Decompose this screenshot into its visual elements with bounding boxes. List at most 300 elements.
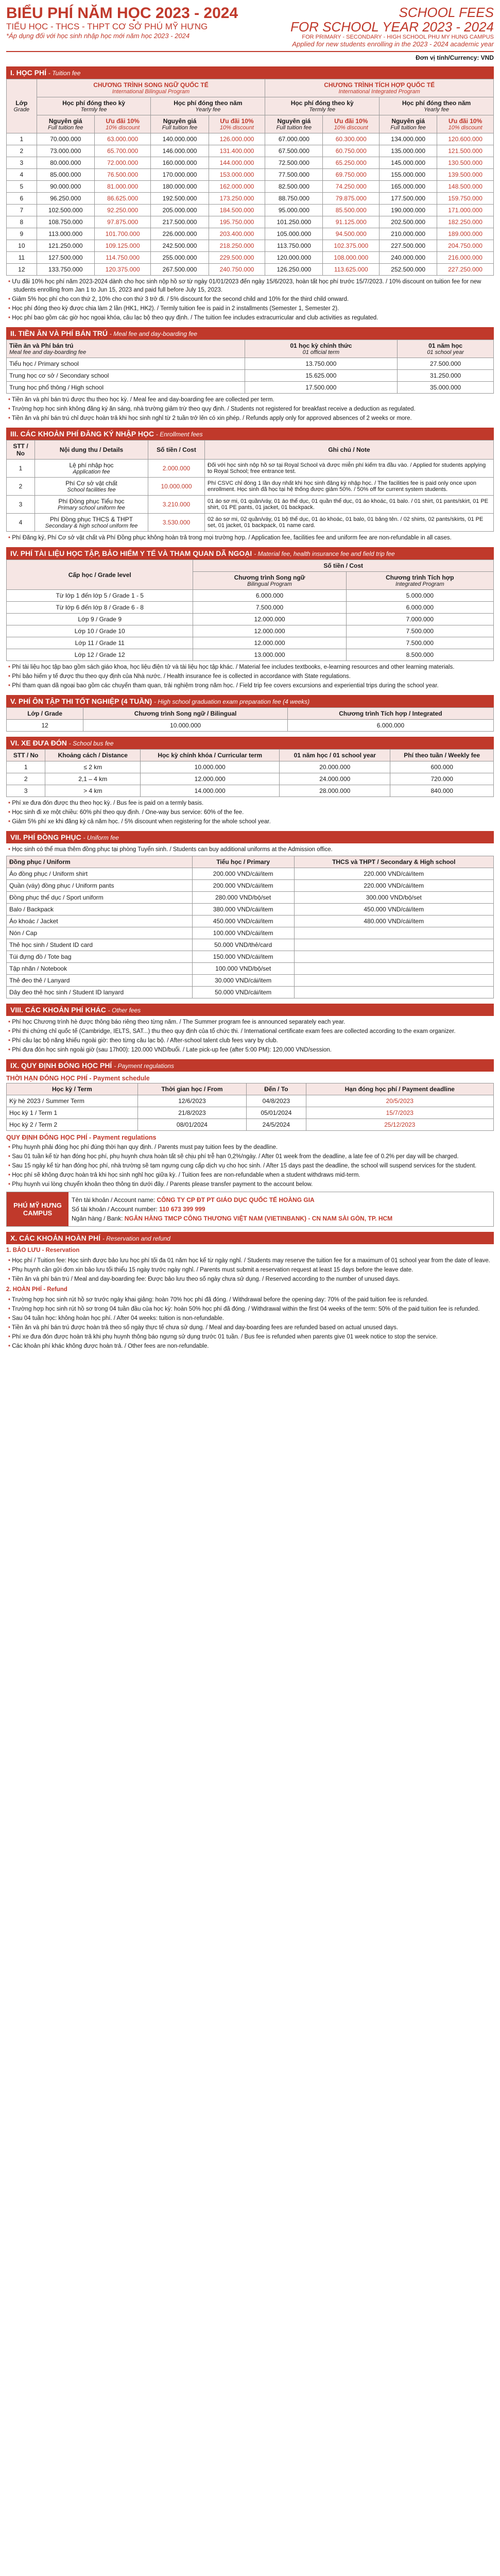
- section-5-title-en: - High school graduation exam preparation fee (4 weeks): [154, 698, 310, 705]
- int-term-fee-header: Học phí đóng theo kỳ Termly fee: [265, 97, 380, 115]
- uni-col-pri: Tiểu học / Primary: [192, 856, 294, 868]
- uniform-item: Áo khoác / Jacket: [7, 916, 193, 927]
- int-term-disc: 65.250.000: [323, 157, 380, 169]
- bil-year-disc: 131.400.000: [209, 145, 265, 157]
- discount-header: Ưu đãi 10% 10% discount: [94, 115, 151, 133]
- bus-no: 1: [7, 761, 45, 773]
- bil-year-disc: 126.000.000: [209, 133, 265, 145]
- int-term-full: 67.000.000: [265, 133, 323, 145]
- note-item: • Phí bảo hiểm y tế được thu theo quy định của Nhà nước. / Health insurance fee is collected in accordance with State regulations.: [8, 672, 494, 681]
- bus-col-year: 01 năm học / 01 school year: [280, 750, 390, 761]
- int-term-full: 77.500.000: [265, 169, 323, 181]
- bil-year-disc: 203.400.000: [209, 228, 265, 240]
- mat-grade: Lớp 10 / Grade 10: [7, 625, 193, 637]
- bus-no: 3: [7, 785, 45, 797]
- enr-item-en: Application fee: [73, 469, 110, 475]
- discount-header: Ưu đãi 10% 10% discount: [437, 115, 494, 133]
- uniform-primary-price: 100.000 VND/cái/item: [192, 927, 294, 939]
- enr-item-vi: Phí Cơ sở vật chất: [65, 480, 117, 487]
- bank-name-label: Ngân hàng / Bank:: [72, 1215, 123, 1222]
- int-year-full: 240.000.000: [380, 252, 437, 264]
- grade-cell: 3: [7, 157, 37, 169]
- uniform-item: Thẻ đeo thẻ / Lanyard: [7, 975, 193, 987]
- bus-col-week: Phí theo tuần / Weekly fee: [390, 750, 494, 761]
- int-year-disc: 182.250.000: [437, 216, 494, 228]
- bil-term-disc: 72.000.000: [94, 157, 151, 169]
- bil-term-full: 80.000.000: [37, 157, 94, 169]
- section-10-title: [6, 1232, 494, 1244]
- bil-year-disc: 218.250.000: [209, 240, 265, 252]
- bus-year-fee: 28.000.000: [280, 785, 390, 797]
- bil-year-full: 267.500.000: [151, 264, 209, 276]
- sched-due: 20/5/2023: [306, 1095, 493, 1107]
- bil-term-full: 96.250.000: [37, 193, 94, 205]
- material-fee-table: [6, 560, 494, 661]
- enr-item-vi: Phí Đồng phục Tiểu học: [58, 498, 125, 505]
- account-number-label: Số tài khoản / Account number:: [72, 1206, 158, 1213]
- note-en: Applied for new students enrolling in the 2023 - 2024 academic year: [292, 40, 494, 48]
- table-row: [7, 951, 494, 963]
- table-row: [7, 637, 494, 649]
- int-term-full: 82.500.000: [265, 181, 323, 193]
- currency-unit: Đơn vị tính/Currency: VND: [416, 54, 494, 61]
- int-term-disc: 94.500.000: [323, 228, 380, 240]
- exam-col-int: Chương trình Tích hợp / Integrated: [287, 708, 493, 720]
- mat-col-grade: Cấp học / Grade level: [7, 560, 193, 590]
- int-year-disc: 120.600.000: [437, 133, 494, 145]
- uniform-secondary-price: [294, 927, 494, 939]
- enr-item-en: School facilities fee: [67, 487, 116, 493]
- sched-col-end: Đến / To: [247, 1083, 306, 1095]
- int-term-disc: 108.000.000: [323, 252, 380, 264]
- discount-header: Ưu đãi 10% 10% discount: [209, 115, 265, 133]
- enr-item-en: Primary school uniform fee: [58, 505, 125, 511]
- table-row: [7, 496, 494, 514]
- meal-level: Trung học cơ sở / Secondary school: [7, 370, 245, 382]
- bil-year-full: 160.000.000: [151, 157, 209, 169]
- table-row: [7, 773, 494, 785]
- table-row: [7, 720, 494, 732]
- uniform-primary-price: 450.000 VND/cái/item: [192, 916, 294, 927]
- int-year-disc: 227.250.000: [437, 264, 494, 276]
- table-row: [7, 1119, 494, 1131]
- table-row: [7, 264, 494, 276]
- table-row: [7, 892, 494, 904]
- mat-bil-fee: 12.000.000: [193, 614, 346, 625]
- bil-term-full: 90.000.000: [37, 181, 94, 193]
- bil-year-full: 205.000.000: [151, 205, 209, 216]
- bus-col-dist: Khoảng cách / Distance: [45, 750, 141, 761]
- int-year-disc: 189.000.000: [437, 228, 494, 240]
- meal-year-fee: 27.500.000: [398, 358, 494, 370]
- section-3-title-vi: III. CÁC KHOẢN PHÍ ĐĂNG KÝ NHẬP HỌC: [10, 430, 154, 438]
- enr-amount: 10.000.000: [148, 478, 205, 496]
- mat-grade: Lớp 11 / Grade 11: [7, 637, 193, 649]
- title-en-2: FOR SCHOOL YEAR 2023 - 2024: [290, 19, 494, 35]
- meal-col-year: 01 năm học 01 school year: [398, 340, 494, 358]
- int-term-full: 105.000.000: [265, 228, 323, 240]
- table-row: [7, 880, 494, 892]
- enr-no: 3: [7, 496, 35, 514]
- sched-term: Học kỳ 2 / Term 2: [7, 1119, 138, 1131]
- sched-col-term: Học kỳ / Term: [7, 1083, 138, 1095]
- uniform-secondary-price: [294, 975, 494, 987]
- bus-term-fee: 14.000.000: [141, 785, 280, 797]
- grade-cell: 4: [7, 169, 37, 181]
- bil-year-full: 226.000.000: [151, 228, 209, 240]
- enr-note: 01 áo sơ mi, 01 quần/váy, 01 áo thể dục, 01 quần thể dục, 01 áo khoác, 01 balo. / 01 shirt, 01 pants/skirt, 01 PE shirt, 01 PE pants, 01 jacket, 01 backpack.: [205, 496, 494, 514]
- table-row: [7, 602, 494, 614]
- bus-year-fee: 24.000.000: [280, 773, 390, 785]
- bil-year-disc: 229.500.000: [209, 252, 265, 264]
- bil-term-disc: 63.000.000: [94, 133, 151, 145]
- bil-year-full: 140.000.000: [151, 133, 209, 145]
- payment-regulations: [6, 1143, 494, 1189]
- bil-year-fee-header: Học phí đóng theo năm Yearly fee: [151, 97, 265, 115]
- sched-end: 05/01/2024: [247, 1107, 306, 1119]
- bil-term-disc: 65.700.000: [94, 145, 151, 157]
- table-row: [7, 252, 494, 264]
- uniform-secondary-price: [294, 963, 494, 975]
- int-year-disc: 130.500.000: [437, 157, 494, 169]
- int-term-disc: 74.250.000: [323, 181, 380, 193]
- meal-term-fee: 13.750.000: [245, 358, 398, 370]
- sched-end: 04/8/2023: [247, 1095, 306, 1107]
- tuition-notes: [6, 278, 494, 322]
- section-5-title-vi: V. PHÍ ÔN TẬP THI TỐT NGHIỆP (4 TUẦN): [10, 697, 152, 705]
- uniform-intro: [6, 845, 494, 854]
- section-7-title: [6, 831, 494, 843]
- bus-distance: > 4 km: [45, 785, 141, 797]
- subtitle-vi: TIỂU HỌC - THCS - THPT CƠ SỞ PHÚ MỸ HƯNG: [6, 22, 208, 31]
- meal-year-fee: 35.000.000: [398, 382, 494, 394]
- int-term-full: 126.250.000: [265, 264, 323, 276]
- bil-year-full: 192.500.000: [151, 193, 209, 205]
- account-name[interactable]: CÔNG TY CP ĐT PT GIÁO DỤC QUỐC TẾ HOÀNG GIA: [157, 1196, 315, 1204]
- subtitle-en: FOR PRIMARY - SECONDARY - HIGH SCHOOL PHU MY HUNG CAMPUS: [302, 34, 494, 40]
- note-item: • Phí xe đưa đón được thu theo học kỳ. / Bus fee is paid on a termly basis.: [8, 799, 494, 807]
- refund-line: • Sau 04 tuần học: không hoàn học phí. / After 04 weeks: tuition is non-refundable.: [8, 1314, 494, 1323]
- bil-year-full: 146.000.000: [151, 145, 209, 157]
- mat-bil-fee: 6.000.000: [193, 590, 346, 602]
- int-year-disc: 216.000.000: [437, 252, 494, 264]
- title-en-1: SCHOOL FEES: [399, 5, 494, 20]
- grade-cell: 11: [7, 252, 37, 264]
- section-3-title: [6, 428, 494, 440]
- account-number[interactable]: 110 673 399 999: [159, 1206, 205, 1213]
- section-8-title-vi: VIII. CÁC KHOẢN PHÍ KHÁC: [10, 1006, 106, 1014]
- table-row: [7, 649, 494, 661]
- note-item: • Tiền ăn và phí bán trú chỉ được hoàn trả khi học sinh nghỉ từ 2 tuần trở lên có xin phép. / Refunds apply only for approved absences of 2 weeks or more.: [8, 414, 494, 422]
- schedule-title: THỜI HẠN ĐÓNG HỌC PHÍ - Payment schedule: [6, 1075, 150, 1082]
- uniform-secondary-price: 300.000 VND/bộ/set: [294, 892, 494, 904]
- bil-term-disc: 114.750.000: [94, 252, 151, 264]
- uniform-primary-price: 280.000 VND/bộ/set: [192, 892, 294, 904]
- table-row: [7, 216, 494, 228]
- section-5-title: [6, 695, 494, 707]
- table-row: [7, 240, 494, 252]
- enr-amount: 2.000.000: [148, 460, 205, 478]
- section-7-title-vi: VII. PHÍ ĐỒNG PHỤC: [10, 833, 81, 841]
- col-grade: Lớp Grade: [7, 79, 37, 133]
- meal-level: Tiểu học / Primary school: [7, 358, 245, 370]
- uniform-secondary-price: 480.000 VND/cái/item: [294, 916, 494, 927]
- int-term-full: 101.250.000: [265, 216, 323, 228]
- mat-bil-fee: 12.000.000: [193, 625, 346, 637]
- integrated-program-header: CHƯƠNG TRÌNH TÍCH HỢP QUỐC TẾ International Integrated Program: [265, 79, 494, 97]
- uniform-secondary-price: [294, 951, 494, 963]
- table-row: [7, 904, 494, 916]
- int-year-fee-header: Học phí đóng theo năm Yearly fee: [380, 97, 494, 115]
- int-year-disc: 139.500.000: [437, 169, 494, 181]
- bil-term-disc: 92.250.000: [94, 205, 151, 216]
- note-item: • Học phí sẽ không được hoàn trả khi học sinh nghỉ học giữa kỳ. / Tuition fees are non-refundable when a student withdraws mid-term.: [8, 1171, 494, 1179]
- mat-bil-fee: 13.000.000: [193, 649, 346, 661]
- bil-year-disc: 184.500.000: [209, 205, 265, 216]
- section-9-title: [6, 1059, 494, 1072]
- uniform-primary-price: 30.000 VND/cái/item: [192, 975, 294, 987]
- grade-cell: 6: [7, 193, 37, 205]
- int-term-full: 120.000.000: [265, 252, 323, 264]
- int-year-disc: 171.000.000: [437, 205, 494, 216]
- note-item: • Học phí bao gồm các giờ học ngoại khóa, câu lạc bộ theo quy định. / The tuition fee includes extracurricular and club activities as regulated.: [8, 314, 494, 322]
- enr-no: 4: [7, 514, 35, 532]
- note-vi: *Áp dụng đối với học sinh nhập học mới năm học 2023 - 2024: [6, 32, 190, 40]
- bus-term-fee: 12.000.000: [141, 773, 280, 785]
- mat-col-bil: Chương trình Song ngữ Bilingual Program: [193, 572, 346, 590]
- bil-term-full: 70.000.000: [37, 133, 94, 145]
- int-year-disc: 159.750.000: [437, 193, 494, 205]
- meal-year-fee: 31.250.000: [398, 370, 494, 382]
- int-year-full: 202.500.000: [380, 216, 437, 228]
- enr-no: 2: [7, 478, 35, 496]
- table-row: [7, 382, 494, 394]
- section-6-title-vi: VI. XE ĐƯA ĐÓN: [10, 739, 67, 747]
- note-item: • Sau 15 ngày kể từ hạn đóng học phí, nhà trường sẽ tạm ngưng cung cấp dịch vụ cho học sinh. / After 15 days past the deadline, the school will suspend services for the student.: [8, 1162, 494, 1170]
- uniform-secondary-price: [294, 987, 494, 998]
- table-row: [7, 927, 494, 939]
- payment-schedule-table: [6, 1083, 494, 1131]
- table-row: [7, 181, 494, 193]
- section-3-title-en: - Enrollment fees: [156, 431, 203, 438]
- sched-end: 24/5/2024: [247, 1119, 306, 1131]
- bilingual-program-header: CHƯƠNG TRÌNH SONG NGỮ QUỐC TẾ International Bilingual Program: [37, 79, 265, 97]
- header-left: [6, 5, 238, 40]
- mat-int-fee: 8.500.000: [346, 649, 493, 661]
- section-4-title-en: - Material fee, health insurance fee and field trip fee: [254, 550, 395, 557]
- grade-cell: 2: [7, 145, 37, 157]
- refund-line: • Trường hợp học sinh rút hồ sơ trước ngày khai giảng: hoàn 70% học phí đã đóng. / Withdrawal before the opening day: 70% of the paid tuition fee is refunded.: [8, 1296, 494, 1304]
- uni-col-item: Đồng phục / Uniform: [7, 856, 193, 868]
- table-row: [7, 1107, 494, 1119]
- uniform-item: Balo / Backpack: [7, 904, 193, 916]
- bus-col-term: Học kỳ chính khóa / Curricular term: [141, 750, 280, 761]
- int-term-full: 72.500.000: [265, 157, 323, 169]
- int-year-full: 134.000.000: [380, 133, 437, 145]
- bil-term-full: 113.000.000: [37, 228, 94, 240]
- full-fee-header: Nguyên giá Full tuition fee: [151, 115, 209, 133]
- int-year-full: 177.500.000: [380, 193, 437, 205]
- section-9-title-vi: IX. QUY ĐỊNH ĐÓNG HỌC PHÍ: [10, 1061, 112, 1070]
- meal-fee-table: [6, 340, 494, 394]
- enr-item: [35, 514, 148, 532]
- section-1-title: [6, 66, 494, 79]
- mat-grade: Từ lớp 6 đến lớp 8 / Grade 6 - 8: [7, 602, 193, 614]
- header-right: [290, 5, 494, 48]
- exam-col-grade: Lớp / Grade: [7, 708, 83, 720]
- bil-term-disc: 97.875.000: [94, 216, 151, 228]
- int-term-disc: 85.500.000: [323, 205, 380, 216]
- enr-item-en: Secondary & high school uniform fee: [45, 523, 138, 529]
- int-term-full: 113.750.000: [265, 240, 323, 252]
- grade-cell: 1: [7, 133, 37, 145]
- int-term-full: 88.750.000: [265, 193, 323, 205]
- enr-item-vi: Phí Đồng phục THCS & THPT: [50, 516, 133, 523]
- uniform-rows: [7, 868, 494, 998]
- note-item: • Phí học Chương trình hè được thông báo riêng theo từng năm. / The Summer program fee is announced separately each year.: [8, 1018, 494, 1026]
- enr-amount: 3.210.000: [148, 496, 205, 514]
- mat-int-fee: 5.000.000: [346, 590, 493, 602]
- section-10-title-en: - Reservation and refund: [102, 1235, 170, 1242]
- bus-notes: [6, 799, 494, 826]
- meal-term-fee: 15.625.000: [245, 370, 398, 382]
- int-term-disc: 60.750.000: [323, 145, 380, 157]
- meal-term-fee: 17.500.000: [245, 382, 398, 394]
- enrollment-rows: [7, 460, 494, 532]
- int-term-disc: 102.375.000: [323, 240, 380, 252]
- bus-fee-table: [6, 749, 494, 797]
- sched-due: 15/7/2023: [306, 1107, 493, 1119]
- refund-line: • Các khoản phí khác không được hoàn trả. / Other fees are non-refundable.: [8, 1342, 494, 1350]
- section-1-title-vi: I. HỌC PHÍ: [10, 69, 47, 77]
- uniform-item: Túi đựng đồ / Tote bag: [7, 951, 193, 963]
- table-row: [7, 975, 494, 987]
- note-item: • Phí tham quan dã ngoại bao gồm các chuyến tham quan, trải nghiệm trong năm học. / Field trip fee covers excursions and experiential trips during the school year.: [8, 682, 494, 690]
- bil-term-full: 102.500.000: [37, 205, 94, 216]
- table-row: [7, 157, 494, 169]
- grade-cell: 10: [7, 240, 37, 252]
- note-item: • Phụ huynh phải đóng học phí đúng thời hạn quy định. / Parents must pay tuition fees by the deadline.: [8, 1143, 494, 1151]
- bil-term-full: 121.250.000: [37, 240, 94, 252]
- sched-start: 08/01/2024: [137, 1119, 246, 1131]
- enr-amount: 3.530.000: [148, 514, 205, 532]
- bil-year-full: 242.500.000: [151, 240, 209, 252]
- grade-cell: 8: [7, 216, 37, 228]
- table-row: [7, 939, 494, 951]
- table-row: [7, 761, 494, 773]
- note-item: • Sau 01 tuần kể từ hạn đóng học phí, phụ huynh chưa hoàn tất sẽ chịu phí trễ hạn 0,2%/ngày. / After 01 week from the deadline, a late fee of 0.2% per day will be charged.: [8, 1153, 494, 1161]
- mat-bil-fee: 12.000.000: [193, 637, 346, 649]
- bil-year-disc: 162.000.000: [209, 181, 265, 193]
- uniform-item: Nón / Cap: [7, 927, 193, 939]
- bil-year-disc: 240.750.000: [209, 264, 265, 276]
- note-item: • Phí tài liệu học tập bao gồm sách giáo khoa, học liệu điện tử và tài liệu học tập khác. / Material fee includes textbooks, e-learning resources and other learning materials.: [8, 663, 494, 671]
- refund-line: • Phụ huynh cần gửi đơn xin bảo lưu tối thiểu 15 ngày trước ngày nghỉ. / Parents must submit a reservation request at least 15 days before the leave date.: [8, 1266, 494, 1274]
- int-term-disc: 79.875.000: [323, 193, 380, 205]
- table-row: [7, 169, 494, 181]
- material-rows: [7, 590, 494, 661]
- bil-term-disc: 76.500.000: [94, 169, 151, 181]
- mat-int-fee: 7.500.000: [346, 637, 493, 649]
- table-row: [7, 228, 494, 240]
- uniform-item: Tập nhãn / Notebook: [7, 963, 193, 975]
- section-8-title-en: - Other fees: [108, 1007, 141, 1014]
- tuition-table: [6, 79, 494, 276]
- bank-name[interactable]: NGÂN HÀNG TMCP CÔNG THƯƠNG VIỆT NAM (VIETINBANK) - CN NAM SÀI GÒN, TP. HCM: [124, 1215, 393, 1222]
- uniform-secondary-price: 220.000 VND/cái/item: [294, 880, 494, 892]
- mat-int-fee: 7.000.000: [346, 614, 493, 625]
- exam-prep-table: [6, 707, 494, 732]
- other-fee-notes: [6, 1018, 494, 1054]
- bil-year-disc: 153.000.000: [209, 169, 265, 181]
- enr-col-no: STT / No: [7, 440, 35, 460]
- int-year-full: 227.500.000: [380, 240, 437, 252]
- uniform-item: Dây đeo thẻ học sinh / Student ID lanyard: [7, 987, 193, 998]
- bank-campus-label: PHÚ MỸ HƯNG CAMPUS: [7, 1192, 68, 1226]
- section-4-title: [6, 547, 494, 560]
- grade-cell: 12: [7, 264, 37, 276]
- table-row: [7, 785, 494, 797]
- table-row: [7, 145, 494, 157]
- enr-col-item: Nội dung thu / Details: [35, 440, 148, 460]
- refund-block-list: [6, 1296, 494, 1350]
- bus-distance: 2,1 – 4 km: [45, 773, 141, 785]
- sched-due: 25/12/2023: [306, 1119, 493, 1131]
- uniform-secondary-price: [294, 939, 494, 951]
- uniform-primary-price: 200.000 VND/cái/item: [192, 880, 294, 892]
- section-7-title-en: - Uniform fee: [83, 834, 119, 841]
- exam-col-bil: Chương trình Song ngữ / Bilingual: [83, 708, 288, 720]
- uniform-intro-text: • Học sinh có thể mua thêm đồng phục tại phòng Tuyển sinh. / Students can buy additional uniforms at the Admission office.: [8, 845, 494, 854]
- bus-week-fee: 720.000: [390, 773, 494, 785]
- int-year-full: 190.000.000: [380, 205, 437, 216]
- enr-note: Đối với học sinh nộp hồ sơ tại Royal School và được miễn phí kiểm tra đầu vào. / Applied for students applying to Royal School; free entrance test.: [205, 460, 494, 478]
- enr-item-vi: Lệ phí nhập học: [69, 462, 114, 469]
- bil-term-full: 73.000.000: [37, 145, 94, 157]
- section-6-title: [6, 737, 494, 749]
- bus-rows: [7, 761, 494, 797]
- note-item: • Giảm 5% phí xe khi đăng ký cả năm học. / 5% discount when registering for the whole school year.: [8, 818, 494, 826]
- mat-grade: Từ lớp 1 đến lớp 5 / Grade 1 - 5: [7, 590, 193, 602]
- note-item: • Giảm 5% học phí cho con thứ 2, 10% cho con thứ 3 trở đi. / 5% discount for the second child and 10% for the third child onward.: [8, 295, 494, 303]
- page-header: [6, 5, 494, 52]
- enr-note: 02 áo sơ mi, 02 quần/váy, 01 bộ thể dục, 01 áo khoác, 01 balo, 01 bảng tên. / 02 shirts, 02 pants/skirts, 01 PE set, 01 jacket, 01 backpack, 01 name card.: [205, 514, 494, 532]
- account-name-label: Tên tài khoản / Account name:: [72, 1196, 156, 1204]
- refund-block-list: [6, 1257, 494, 1283]
- enrollment-notes: [6, 534, 494, 542]
- bil-year-full: 170.000.000: [151, 169, 209, 181]
- uniform-primary-price: 380.000 VND/cái/item: [192, 904, 294, 916]
- bus-week-fee: 840.000: [390, 785, 494, 797]
- uniform-primary-price: 150.000 VND/cái/item: [192, 951, 294, 963]
- title-vi: BIỂU PHÍ NĂM HỌC 2023 - 2024: [6, 5, 238, 22]
- section-2-title: [6, 327, 494, 340]
- meal-notes: [6, 396, 494, 422]
- refund-line: • Phí xe đưa đón được hoàn trả khi phụ huynh thông báo ngưng sử dụng trước 01 tuần. / Bus fee is refunded when parents give 01 week notice to stop the service.: [8, 1333, 494, 1341]
- table-row: [7, 514, 494, 532]
- uniform-item: Áo đồng phục / Uniform shirt: [7, 868, 193, 880]
- exam-int-fee: 6.000.000: [287, 720, 493, 732]
- bil-term-disc: 81.000.000: [94, 181, 151, 193]
- grade-cell: 7: [7, 205, 37, 216]
- enr-item: [35, 496, 148, 514]
- bil-term-full: 127.500.000: [37, 252, 94, 264]
- table-row: [7, 478, 494, 496]
- int-term-full: 95.000.000: [265, 205, 323, 216]
- full-fee-header: Nguyên giá Full tuition fee: [380, 115, 437, 133]
- tuition-rows: [7, 133, 494, 276]
- refund-line: • Tiền ăn và phí bán trú / Meal and day-boarding fee: Được bảo lưu theo số ngày chưa sử dụng. / Reserved according to the number of unused days.: [8, 1275, 494, 1283]
